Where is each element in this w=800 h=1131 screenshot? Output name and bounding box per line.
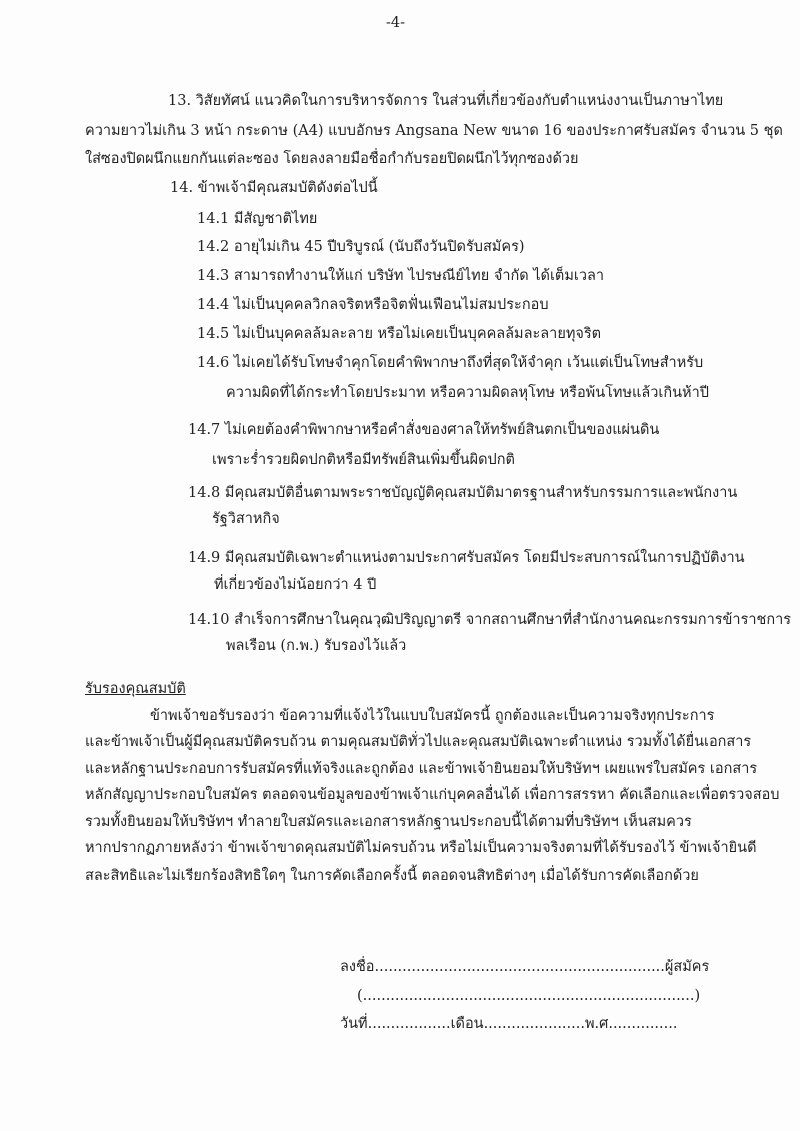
signature-line: ลงชื่อ...............................................................ผู้สมัคร [340, 959, 710, 975]
item-13-line: ใส่ซองปิดผนึกแยกกันแต่ละซอง โดยลงลายมือชื่อกำกับรอยปิดผนึกไว้ทุกซองด้วย [85, 151, 579, 167]
certification-line: รวมทั้งยินยอมให้บริษัทฯ ทำลายใบสมัครและเอกสารหลักฐานประกอบนี้ได้ตามที่บริษัทฯ เห็นสมควร [85, 814, 692, 830]
certification-line: สละสิทธิและไม่เรียกร้องสิทธิใดๆ ในการคัดเลือกครั้งนี้ ตลอดจนสิทธิต่างๆ เมื่อได้รับการคัดเลือกด้วย [85, 868, 699, 884]
qualification-item: 14.1 มีสัญชาติไทย [197, 211, 318, 227]
name-line: (........................................................................) [357, 988, 701, 1004]
qualification-item: 14.10 สำเร็จการศึกษาในคุณวุฒิปริญญาตรี จากสถานศึกษาที่สำนักงานคณะกรรมการข้าราชการ [188, 612, 792, 628]
qualification-item: 14.7 ไม่เคยต้องคำพิพากษาหรือคำสั่งของศาลให้ทรัพย์สินตกเป็นของแผ่นดิน [188, 422, 660, 438]
qualification-item-cont: เพราะร่ำรวยผิดปกติหรือมีทรัพย์สินเพิ่มขึ้นผิดปกติ [212, 452, 515, 468]
qualification-item: 14.2 อายุไม่เกิน 45 ปีบริบูรณ์ (นับถึงวันปิดรับสมัคร) [197, 239, 525, 255]
certification-line: ข้าพเจ้าขอรับรองว่า ข้อความที่แจ้งไว้ในแบบใบสมัครนี้ ถูกต้องและเป็นความจริงทุกประการ [150, 708, 715, 724]
qualification-item: 14.4 ไม่เป็นบุคคลวิกลจริตหรือจิตฟั่นเฟือนไม่สมประกอบ [197, 297, 549, 313]
item-13-line: ความยาวไม่เกิน 3 หน้า กระดาษ (A4) แบบอักษร Angsana New ขนาด 16 ของประกาศรับสมัคร จำนวน 5 ชุด [85, 123, 783, 139]
certification-heading: รับรองคุณสมบัติ [85, 681, 186, 697]
qualification-item: 14.6 ไม่เคยได้รับโทษจำคุกโดยคำพิพากษาถึงที่สุดให้จำคุก เว้นแต่เป็นโทษสำหรับ [197, 355, 704, 371]
item-14-heading: 14. ข้าพเจ้ามีคุณสมบัติดังต่อไปนี้ [170, 180, 378, 196]
date-line: วันที่..................เดือน......................พ.ศ............... [340, 1016, 678, 1032]
qualification-item-cont: ที่เกี่ยวข้องไม่น้อยกว่า 4 ปี [214, 577, 377, 593]
certification-line: หากปรากฏภายหลังว่า ข้าพเจ้าขาดคุณสมบัติไม่ครบถ้วน หรือไม่เป็นความจริงตามที่ได้รับรองไว้ ข้าพเจ้ายินดี [85, 840, 757, 856]
qualification-item-cont: ความผิดที่ได้กระทำโดยประมาท หรือความผิดลหุโทษ หรือพ้นโทษแล้วเกินห้าปี [226, 385, 709, 401]
certification-line: และข้าพเจ้าเป็นผู้มีคุณสมบัติครบถ้วน ตามคุณสมบัติทั่วไปและคุณสมบัติเฉพาะตำแหน่ง รวมทั้งได้ยื่นเอกสาร [85, 734, 752, 750]
certification-line: หลักสัญญาประกอบใบสมัคร ตลอดจนข้อมูลของข้าพเจ้าแก่บุคคลอื่นได้ เพื่อการสรรหา คัดเลือกและเพื่อตรวจสอบ [85, 787, 780, 803]
qualification-item: 14.8 มีคุณสมบัติอื่นตามพระราชบัญญัติคุณสมบัติมาตรฐานสำหรับกรรมการและพนักงาน [188, 485, 738, 501]
qualification-item: 14.3 สามารถทำงานให้แก่ บริษัท ไปรษณีย์ไทย จำกัด ได้เต็มเวลา [197, 268, 605, 284]
page-number: -4- [386, 15, 406, 31]
certification-line: และหลักฐานประกอบการรับสมัครที่แท้จริงและถูกต้อง และข้าพเจ้ายินยอมให้บริษัทฯ เผยแพร่ใบสมัคร เอกสาร [85, 761, 758, 777]
qualification-item: 14.5 ไม่เป็นบุคคลล้มละลาย หรือไม่เคยเป็นบุคคลล้มละลายทุจริต [197, 326, 602, 342]
item-13-line: 13. วิสัยทัศน์ แนวคิดในการบริหารจัดการ ในส่วนที่เกี่ยวข้องกับตำแหน่งงานเป็นภาษาไทย [168, 93, 724, 109]
qualification-item: 14.9 มีคุณสมบัติเฉพาะตำแหน่งตามประกาศรับสมัคร โดยมีประสบการณ์ในการปฏิบัติงาน [188, 550, 745, 566]
qualification-item-cont: พลเรือน (ก.พ.) รับรองไว้แล้ว [226, 638, 407, 654]
qualification-item-cont: รัฐวิสาหกิจ [212, 511, 280, 527]
